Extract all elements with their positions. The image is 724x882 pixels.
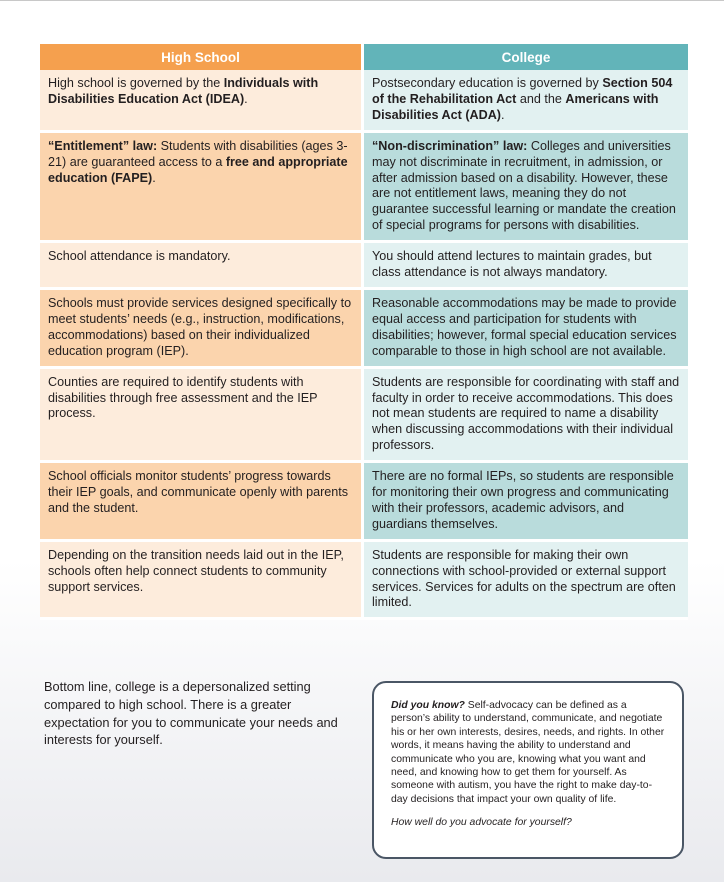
high-school-cell — [40, 290, 364, 369]
college-cell — [364, 133, 688, 243]
college-cell — [364, 542, 688, 621]
table-row — [40, 70, 688, 133]
college-cell — [364, 463, 688, 542]
comparison-table — [40, 44, 688, 620]
cell-text: Postsecondary education is governed by — [372, 76, 603, 90]
table-body — [40, 70, 688, 620]
table-row — [40, 133, 688, 243]
cell-text: School officials monitor students’ progress towards their IEP goals, and communicate openly with parents and the student. — [48, 469, 349, 515]
bold-text: “Entitlement” law: — [48, 138, 158, 153]
table-row — [40, 290, 688, 369]
bottom-line-text: Bottom line, college is a depersonalized setting compared to high school. There is a greater expectation for you to communicate your needs and interests for yourself. — [44, 679, 338, 748]
bold-text: free and appropriate education (FAPE) — [48, 154, 348, 185]
top-rule — [0, 0, 724, 1]
header-college: College — [364, 44, 688, 70]
college-cell — [364, 70, 688, 133]
cell-text: . — [152, 170, 156, 185]
bold-text: Americans with Disabilities Act (ADA) — [372, 91, 659, 122]
cell-text: . — [244, 91, 248, 106]
cell-text: and the — [516, 91, 566, 106]
college-cell — [364, 369, 688, 464]
callout-body: Self-advocacy can be defined as a person’s ability to understand, communicate, and negotiate his or her own interests, desires, needs, and rights. In other words, it means having the ability to understand and communicate who you are, knowing what you want and need, and knowing how to get them for yourself. As someone with autism, you have the right to make day-to-day decisions that impact your own quality of life. — [391, 700, 665, 805]
high-school-cell — [40, 542, 364, 621]
cell-text: Students are responsible for making their own connections with school-provided or external support services. Services for adults on the spectrum are often limited. — [372, 547, 676, 610]
high-school-cell — [40, 369, 364, 464]
high-school-cell — [40, 243, 364, 290]
did-you-know-callout — [372, 681, 684, 859]
cell-text: Depending on the transition needs laid out in the IEP, schools often help connect students to community support services. — [48, 547, 344, 594]
table-header-row — [40, 44, 688, 70]
table-row — [40, 243, 688, 290]
cell-text: Colleges and universities may not discriminate in recruitment, in admission, or after admission based on a disability. However, these are not entitlement laws, meaning they do not guarantee successful learning or mandate the creation of special programs for persons with disabilities. — [372, 138, 676, 233]
table-row — [40, 542, 688, 621]
bold-text: “Non-discrimination” law: — [372, 138, 528, 153]
high-school-cell — [40, 70, 364, 133]
bold-text: Individuals with Disabilities Education Act (IDEA) — [48, 76, 319, 106]
cell-text: Students with disabilities (ages 3-21) are guaranteed access to a — [48, 138, 348, 169]
cell-text: There are no formal IEPs, so students are responsible for monitoring their own progress and communicating with their professors, academic advisors, and guardians themselves. — [372, 469, 674, 531]
bold-text: Section 504 of the Rehabilitation Act — [372, 76, 673, 106]
header-high-school: High School — [40, 44, 364, 70]
cell-text: Reasonable accommodations may be made to provide equal access and participation for students with disabilities; however, formal special education services comparable to those in high school are not available. — [372, 295, 677, 358]
cell-text: . — [501, 107, 505, 122]
table-row — [40, 369, 688, 464]
callout-body-paragraph — [391, 699, 666, 806]
college-cell — [364, 243, 688, 290]
cell-text: High school is governed by the — [48, 76, 224, 90]
table-row — [40, 463, 688, 542]
high-school-cell — [40, 133, 364, 243]
high-school-cell — [40, 463, 364, 542]
cell-text: School attendance is mandatory. — [48, 249, 231, 264]
college-cell — [364, 290, 688, 369]
cell-text: You should attend lectures to maintain grades, but class attendance is not always mandatory. — [372, 249, 652, 280]
callout-question: How well do you advocate for yourself? — [391, 817, 572, 829]
cell-text: Students are responsible for coordinating with staff and faculty in order to receive accommodations. This does not mean students are required to name a disability when discussing accommodations with their individual professors. — [372, 374, 680, 453]
cell-text: Schools must provide services designed specifically to meet students’ needs (e.g., instruction, modifications, accommodations) based on their individualized education program (IEP). — [48, 295, 352, 358]
cell-text: Counties are required to identify students with disabilities through free assessment and the IEP process. — [48, 374, 318, 421]
callout-lead: Did you know? — [391, 700, 465, 711]
